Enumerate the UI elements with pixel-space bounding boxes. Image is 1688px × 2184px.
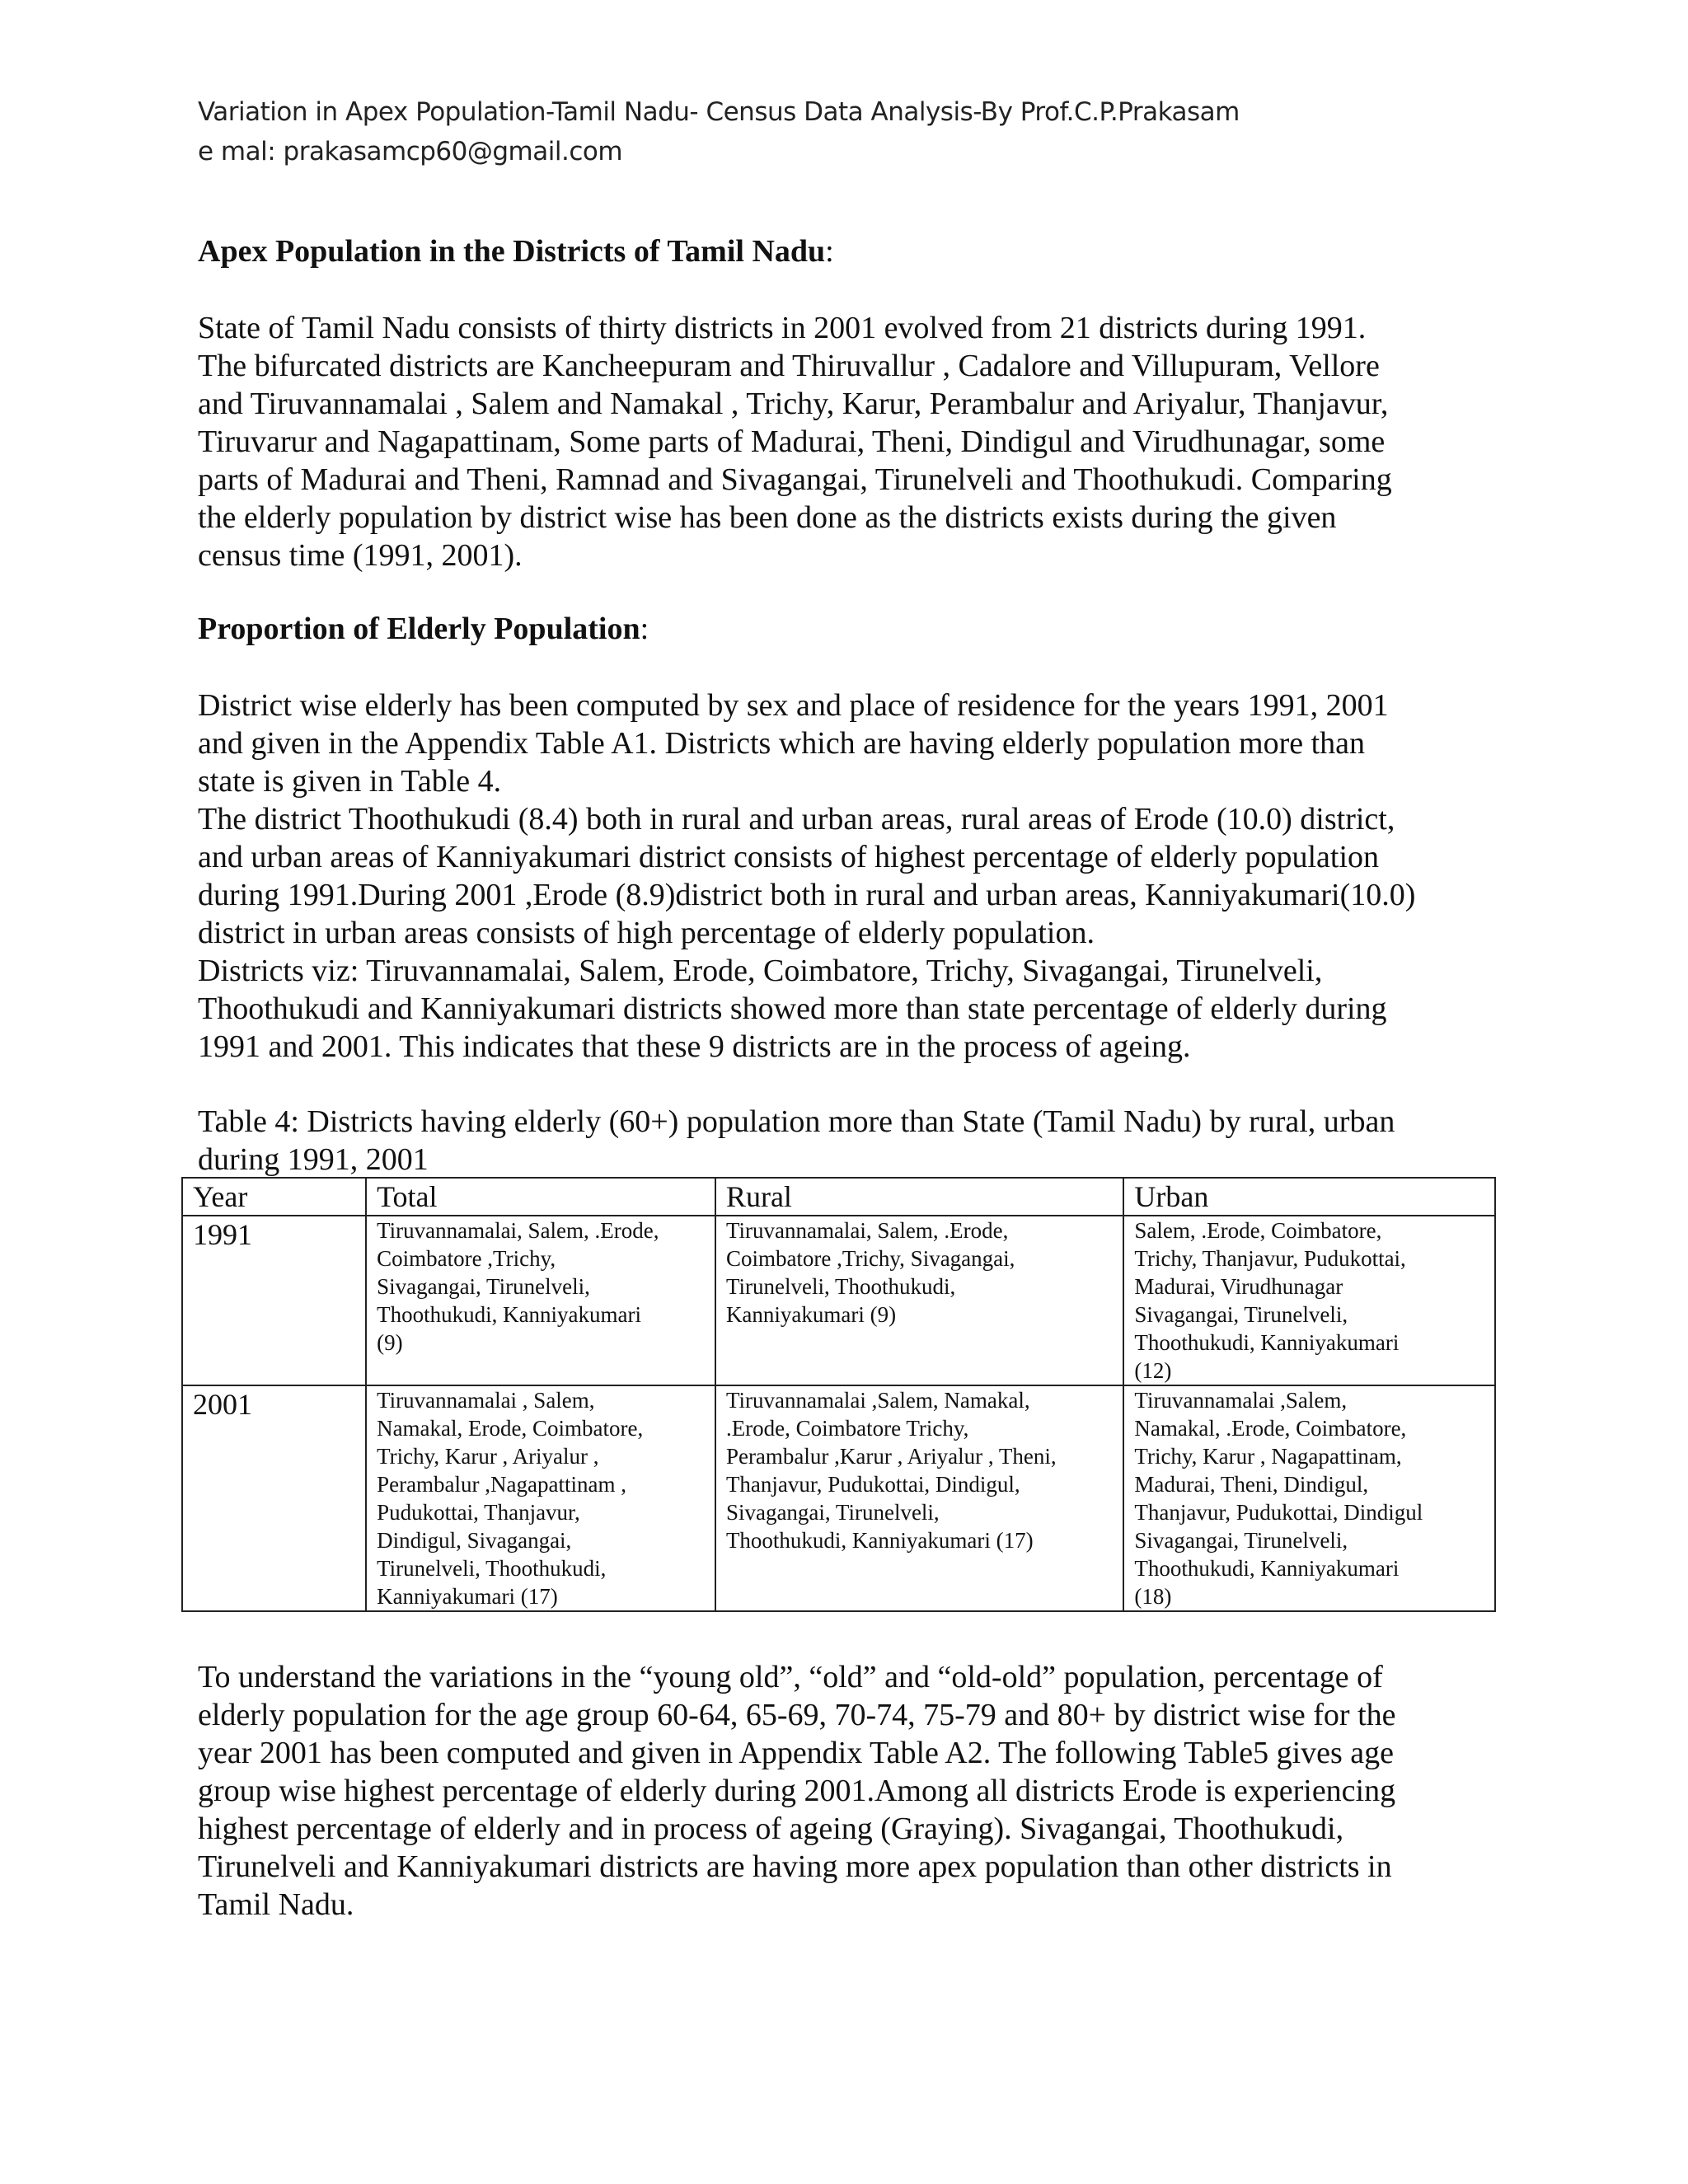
cell-line: (12)	[1134, 1358, 1172, 1383]
districts-table	[181, 1177, 1496, 1612]
paragraph-line: Tiruvarur and Nagapattinam, Some parts of Madurai, Theni, Dindigul and Virudhunagar, some	[198, 424, 1386, 459]
year-cell: 2001	[182, 1385, 366, 1611]
paragraph-line: and urban areas of Kanniyakumari district consists of highest percentage of elderly population	[198, 840, 1379, 874]
cell-line: Namakal, .Erode, Coimbatore,	[1134, 1416, 1407, 1441]
cell-line: (18)	[1134, 1584, 1172, 1609]
column-header-total: Total	[366, 1178, 715, 1216]
cell-line: Sivagangai, Tirunelveli,	[377, 1274, 590, 1299]
caption-line: Table 4: Districts having elderly (60+) population more than State (Tamil Nadu) by rural, urban	[198, 1104, 1395, 1139]
cell-line: .Erode, Coimbatore Trichy,	[725, 1416, 969, 1441]
cell-line: Sivagangai, Tirunelveli,	[1134, 1302, 1348, 1327]
cell-line: Thoothukudi, Kanniyakumari (17)	[725, 1528, 1034, 1553]
paragraph-proportion	[198, 687, 1484, 1066]
cell-line: Kanniyakumari (17)	[377, 1584, 558, 1609]
cell-line: Madurai, Virudhunagar	[1134, 1274, 1343, 1299]
cell-line: Thoothukudi, Kanniyakumari	[1134, 1556, 1400, 1581]
section-heading-proportion	[198, 610, 649, 648]
paragraph-line: Tamil Nadu.	[198, 1887, 354, 1922]
cell-line: Tiruvannamalai ,Salem, Namakal,	[725, 1388, 1030, 1413]
heading-text: Apex Population in the Districts of Tamil Nadu	[198, 234, 826, 269]
cell-line: Tiruvannamalai, Salem, .Erode,	[377, 1218, 659, 1243]
page-header	[198, 92, 1240, 171]
paragraph-line: year 2001 has been computed and given in Appendix Table A2. The following Table5 gives age	[198, 1736, 1395, 1770]
paragraph-line: district in urban areas consists of high percentage of elderly population.	[198, 916, 1095, 950]
table-caption	[198, 1103, 1484, 1179]
paragraph-line: highest percentage of elderly and in process of ageing (Graying). Sivagangai, Thoothukudi,	[198, 1811, 1344, 1846]
cell-line: Namakal, Erode, Coimbatore,	[377, 1416, 644, 1441]
cell-line: Tiruvannamalai ,Salem,	[1134, 1388, 1348, 1413]
paragraph-line: Thoothukudi and Kanniyakumari districts showed more than state percentage of elderly during	[198, 991, 1387, 1026]
rural-cell	[715, 1385, 1123, 1611]
paragraph-line: The bifurcated districts are Kancheepuram and Thiruvallur , Cadalore and Villupuram, Vellore	[198, 349, 1380, 383]
cell-line: Dindigul, Sivagangai,	[377, 1528, 572, 1553]
cell-line: Trichy, Karur , Ariyalur ,	[377, 1444, 599, 1469]
total-cell	[366, 1216, 715, 1385]
total-cell	[366, 1385, 715, 1611]
cell-line: Coimbatore ,Trichy, Sivagangai,	[725, 1246, 1015, 1271]
cell-line: (9)	[377, 1330, 403, 1355]
table-header-row	[182, 1178, 1495, 1216]
cell-line: Thanjavur, Pudukottai, Dindigul,	[725, 1472, 1020, 1497]
paragraph-line: state is given in Table 4.	[198, 764, 502, 799]
heading-colon: :	[825, 234, 834, 269]
urban-cell	[1123, 1385, 1495, 1611]
header-title: Variation in Apex Population-Tamil Nadu- Census Data Analysis-By Prof.C.P.Prakasam	[198, 97, 1240, 127]
table-row	[182, 1216, 1495, 1385]
paragraph-line: parts of Madurai and Theni, Ramnad and Sivagangai, Tirunelveli and Thoothukudi. Comparing	[198, 462, 1392, 497]
cell-line: Thoothukudi, Kanniyakumari	[377, 1302, 642, 1327]
cell-line: Thoothukudi, Kanniyakumari	[1134, 1330, 1400, 1355]
paragraph-line: District wise elderly has been computed by sex and place of residence for the years 1991, 2001	[198, 688, 1389, 723]
section-heading-apex	[198, 232, 834, 270]
header-email: e mal: prakasamcp60@gmail.com	[198, 137, 623, 166]
cell-line: Tiruvannamalai, Salem, .Erode,	[725, 1218, 1009, 1243]
paragraph-line: and Tiruvannamalai , Salem and Namakal , Trichy, Karur, Perambalur and Ariyalur, Thanjavur,	[198, 387, 1389, 421]
cell-line: Tiruvannamalai , Salem,	[377, 1388, 595, 1413]
cell-line: Tirunelveli, Thoothukudi,	[377, 1556, 607, 1581]
cell-line: Salem, .Erode, Coimbatore,	[1134, 1218, 1382, 1243]
paragraph-line: and given in the Appendix Table A1. Districts which are having elderly population more than	[198, 726, 1366, 761]
column-header-rural: Rural	[715, 1178, 1123, 1216]
cell-line: Thanjavur, Pudukottai, Dindigul	[1134, 1500, 1423, 1525]
cell-line: Sivagangai, Tirunelveli,	[1134, 1528, 1348, 1553]
paragraph-line: the elderly population by district wise has been done as the districts exists during the given	[198, 500, 1337, 535]
urban-cell	[1123, 1216, 1495, 1385]
paragraph-line: Districts viz: Tiruvannamalai, Salem, Erode, Coimbatore, Trichy, Sivagangai, Tirunelveli,	[198, 954, 1323, 988]
heading-text: Proportion of Elderly Population	[198, 612, 640, 646]
cell-line: Perambalur ,Nagapattinam ,	[377, 1472, 626, 1497]
paragraph-line: 1991 and 2001. This indicates that these 9 districts are in the process of ageing.	[198, 1029, 1191, 1064]
paragraph-line: group wise highest percentage of elderly during 2001.Among all districts Erode is experiencing	[198, 1774, 1396, 1808]
year-cell: 1991	[182, 1216, 366, 1385]
cell-line: Trichy, Karur , Nagapattinam,	[1134, 1444, 1402, 1469]
caption-line: during 1991, 2001	[198, 1142, 429, 1177]
cell-line: Coimbatore ,Trichy,	[377, 1246, 556, 1271]
cell-line: Pudukottai, Thanjavur,	[377, 1500, 580, 1525]
cell-line: Trichy, Thanjavur, Pudukottai,	[1134, 1246, 1406, 1271]
paragraph-line: Tirunelveli and Kanniyakumari districts are having more apex population than other districts in	[198, 1849, 1392, 1884]
paragraph-districts	[198, 309, 1484, 574]
paragraph-line: elderly population for the age group 60-64, 65-69, 70-74, 75-79 and 80+ by district wise for the	[198, 1698, 1396, 1732]
cell-line: Madurai, Theni, Dindigul,	[1134, 1472, 1369, 1497]
heading-colon: :	[640, 612, 649, 646]
paragraph-age-groups	[198, 1658, 1484, 1924]
cell-line: Kanniyakumari (9)	[725, 1302, 897, 1327]
column-header-year: Year	[182, 1178, 366, 1216]
cell-line: Perambalur ,Karur , Ariyalur , Theni,	[725, 1444, 1057, 1469]
cell-line: Sivagangai, Tirunelveli,	[725, 1500, 940, 1525]
paragraph-line: State of Tamil Nadu consists of thirty districts in 2001 evolved from 21 districts during 1991.	[198, 311, 1367, 345]
table-row	[182, 1385, 1495, 1611]
rural-cell	[715, 1216, 1123, 1385]
paragraph-line: To understand the variations in the “young old”, “old” and “old-old” population, percentage of	[198, 1660, 1383, 1694]
paragraph-line: The district Thoothukudi (8.4) both in rural and urban areas, rural areas of Erode (10.0) district,	[198, 802, 1395, 837]
column-header-urban: Urban	[1123, 1178, 1495, 1216]
paragraph-line: during 1991.During 2001 ,Erode (8.9)district both in rural and urban areas, Kanniyakumari(10.0)	[198, 878, 1416, 912]
cell-line: Tirunelveli, Thoothukudi,	[725, 1274, 956, 1299]
paragraph-line: census time (1991, 2001).	[198, 538, 523, 573]
